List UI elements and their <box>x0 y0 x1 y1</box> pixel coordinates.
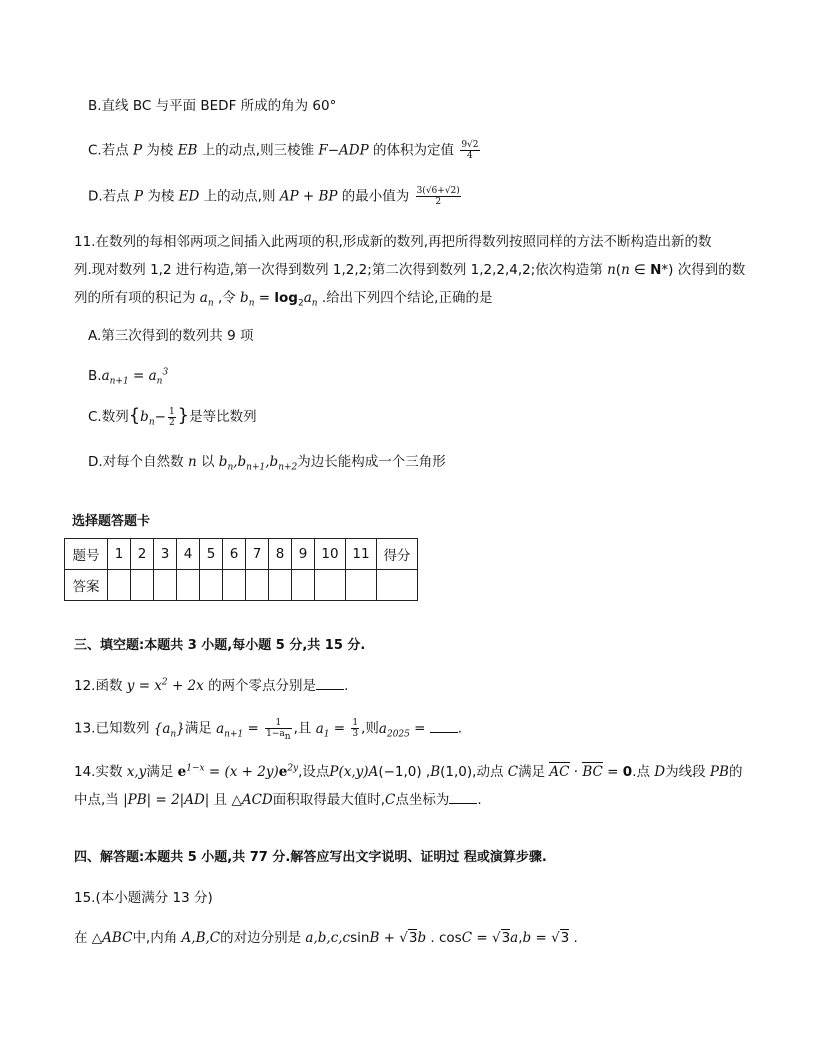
q14-mid2: ,设点 <box>298 764 330 780</box>
q13-pre: 13.已知数列 <box>74 720 150 737</box>
q11-d-mid: 以 <box>200 454 215 470</box>
number-cell: 2 <box>131 539 154 570</box>
answer-cell[interactable] <box>346 570 377 601</box>
answer-label-cell: 答案 <box>65 570 108 601</box>
answer-card-table <box>64 538 418 601</box>
q15-body: 在 △ABC中,内角 A,B,C的对边分别是 a,b,c,csinB + √3b . cosC = √3a,b = √3 . <box>74 930 578 946</box>
number-cell: 1 <box>108 539 131 570</box>
q14-mid3: ,动点 <box>472 764 504 780</box>
q15-mid: 中,内角 <box>132 930 178 946</box>
answer-card-answer-row <box>65 570 418 601</box>
answer-card-title: 选择题答题卡 <box>72 514 151 529</box>
q14-pre: 14.实数 <box>74 764 123 780</box>
q12-post: 的两个零点分别是 <box>208 678 317 694</box>
answer-cell[interactable] <box>315 570 346 601</box>
answer-cell[interactable] <box>269 570 292 601</box>
q11-line3-b: ,令 <box>217 290 236 306</box>
q14-end: 的 <box>728 764 743 780</box>
q10-option-d: D.若点 P 为棱 ED 上的动点,则 AP + BP 的最小值为 $\frac{3(√6+√2)}{2}$ <box>88 186 460 207</box>
score-cell[interactable] <box>377 570 418 601</box>
number-cell: 4 <box>177 539 200 570</box>
q10-c-mid2: 上的动点,则三棱锥 <box>201 142 315 159</box>
number-cell: 10 <box>315 539 346 570</box>
number-cell: 3 <box>154 539 177 570</box>
q14-line2-post: 点坐标为 <box>395 792 450 808</box>
answer-cell[interactable] <box>177 570 200 601</box>
q15-mid2: 的对边分别是 <box>220 930 302 946</box>
q14-mid: 满足 <box>146 764 174 780</box>
q10-option-c: C.若点 P 为棱 EB 上的动点,则三棱锥 F−ADP 的体积为定值 $\frac{9√2}{4}$ <box>88 140 479 161</box>
number-cell: 5 <box>200 539 223 570</box>
q10-option-b <box>88 96 336 116</box>
q10-c-mid3: 的体积为定值 <box>373 142 455 159</box>
q11-option-c: C.数列{$b_n-$ $\frac{1}{2}$ }是等比数列 <box>88 405 257 428</box>
q11-line3-a: 列的所有项的积记为 <box>74 290 196 306</box>
q10-c-mid1: 为棱 <box>146 142 174 159</box>
q11-c-post: 是等比数列 <box>189 409 257 425</box>
q10-d-pre: D.若点 <box>88 188 130 205</box>
section4-heading: 四、解答题:本题共 5 小题,共 77 分.解答应写出文字说明、证明过 程或演算步骤. <box>74 850 547 865</box>
answer-cell[interactable] <box>246 570 269 601</box>
q14-line2-pre: 中点,当 <box>74 792 119 808</box>
q14-line2: 中点,当 |PB| = 2|AD| 且 △ACD面积取得最大值时,C点坐标为 . <box>74 792 482 808</box>
number-cell: 9 <box>292 539 315 570</box>
q10-d-fraction: $\frac{3(√6+√2)}{2}$ <box>416 186 460 207</box>
q10-d-mid1: 为棱 <box>147 188 175 205</box>
q15-title: 15.(本小题满分 13 分) <box>74 890 213 906</box>
q12: 12.函数 $y = x^2 + 2x$ 的两个零点分别是 . <box>74 677 349 694</box>
answer-cell[interactable] <box>223 570 246 601</box>
answer-cell[interactable] <box>108 570 131 601</box>
answer-cell[interactable] <box>200 570 223 601</box>
q11-d-pre: D.对每个自然数 <box>88 454 184 470</box>
header-label-cell: 题号 <box>65 539 108 570</box>
q10-d-mid2: 上的动点,则 <box>203 188 276 205</box>
answer-cell[interactable] <box>154 570 177 601</box>
q14-line1: 14.实数 x,y满足 $e^{1-x} = (x + 2y)e^{2y}$,设点P(x,y)A(−1,0) ,B(1,0),动点 C满足 AC · BC = 0.点 D为线段 PB的 <box>74 763 743 780</box>
q11-line3: 列的所有项的积记为 $a_n$ ,令 $b_n = \log_2a_n$ .给出下列四个结论,正确的是 <box>74 290 493 309</box>
number-cell: 8 <box>269 539 292 570</box>
score-label-cell: 得分 <box>377 539 418 570</box>
q13-mid: 满足 <box>184 720 212 737</box>
q14-line2-mid: 且 <box>213 792 228 808</box>
q11-line1: 11.在数列的每相邻两项之间插入此两项的积,形成新的数列,再把所得数列按照同样的方法不断构造出新的数 <box>74 234 712 250</box>
q14-mid5: .点 <box>632 764 650 780</box>
number-cell: 11 <box>346 539 377 570</box>
q14-line2-mid2: 面积取得最大值时, <box>272 792 386 808</box>
q14-mid4: 满足 <box>518 764 546 780</box>
q11-option-b: $B.a_{n+1} = a_n^3$ <box>88 367 169 387</box>
q15-pre: 在 <box>74 930 88 946</box>
q10-c-fraction: $\frac{9√2}{4}$ <box>461 140 479 161</box>
section3-heading: 三、填空题:本题共 3 小题,每小题 5 分,共 15 分. <box>74 638 366 653</box>
q13: 13.已知数列 $\{a_n\}$满足 $a_{n+1}$ = $\frac{1}{1-a_n}$ ,且 $a_1$ = $\frac{1}{3}$ ,则$a_{2025}$ = . <box>74 718 463 742</box>
number-cell: 6 <box>223 539 246 570</box>
q11-b-label: B. <box>88 368 102 384</box>
q11-option-a: A.第三次得到的数列共 9 项 <box>88 328 254 344</box>
q13-mid3: ,则 <box>361 720 379 737</box>
number-cell: 7 <box>246 539 269 570</box>
q10-d-mid3: 的最小值为 <box>341 188 410 205</box>
q10-c-pre: C.若点 <box>88 142 129 159</box>
q11-line3-c: .给出下列四个结论,正确的是 <box>321 290 493 306</box>
answer-cell[interactable] <box>131 570 154 601</box>
q11-d-post: 为边长能构成一个三角形 <box>297 454 446 470</box>
q12-pre: 12.函数 <box>74 678 123 694</box>
q11-line2-a: 列.现对数列 1,2 进行构造,第一次得到数列 1,2,2;第二次得到数列 1,2,2,4,2;依次构造第 <box>74 262 603 278</box>
q14-post: 为线段 <box>665 764 706 780</box>
answer-cell[interactable] <box>292 570 315 601</box>
q11-line2: 列.现对数列 1,2 进行构造,第一次得到数列 1,2,2;第二次得到数列 1,2,2,4,2;依次构造第 n(n ∈ N*) 次得到的数 <box>74 262 746 278</box>
answer-card-header-row <box>65 539 418 570</box>
q11-c-pre: C.数列 <box>88 409 129 425</box>
q11-line2-b: 次得到的数 <box>677 262 746 278</box>
q13-mid2: ,且 <box>293 720 312 737</box>
q10-option-b-text: B.直线 BC 与平面 BEDF 所成的角为 60° <box>88 98 337 114</box>
q11-option-d: D.对每个自然数 n 以 $b_n,b_{n+1},b_{n+2}$为边长能构成一个三角形 <box>88 454 446 473</box>
